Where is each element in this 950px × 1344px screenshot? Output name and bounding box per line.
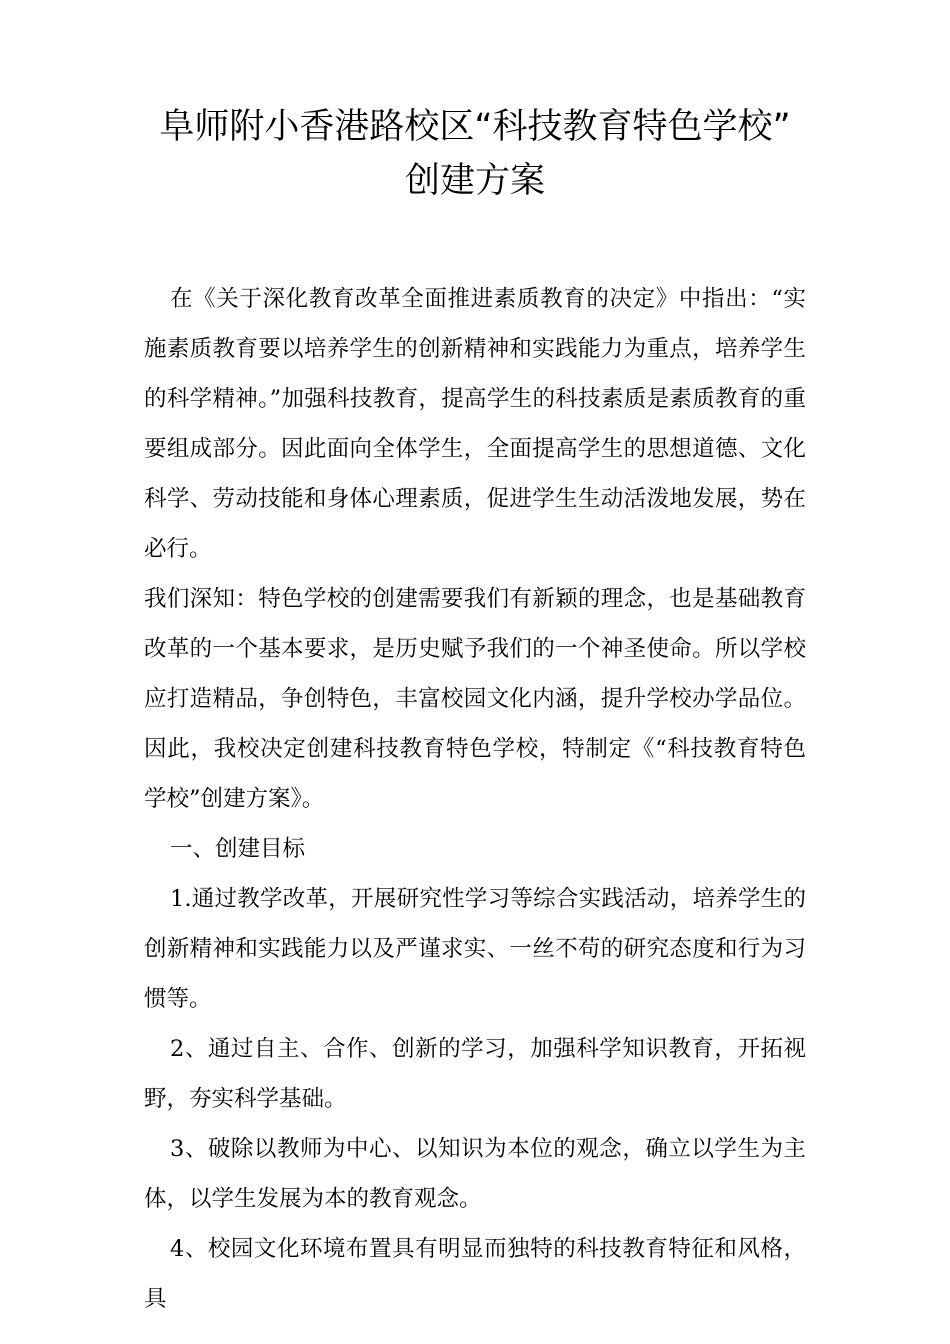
paragraph-statement: 我们深知：特色学校的创建需要我们有新颖的理念，也是基础教育改革的一个基本要求，是历史赋予我们的一个神圣使命。所以学校应打造精品，争创特色，丰富校园文化内涵，提升学校办学品位。因此，我校决定创建科技教育特色学校，特制定《“科技教育特色学校”创建方案》。 (144, 586, 806, 812)
goal-item-1: 1.通过教学改革，开展研究性学习等综合实践活动，培养学生的创新精神和实践能力以及严谨求实、一丝不苟的研究态度和行为习惯等。 (144, 886, 806, 1012)
goal-item-2: 2、通过自主、合作、创新的学习，加强科学知识教育，开拓视野，夯实科学基础。 (144, 1036, 806, 1112)
document-title (144, 0, 806, 208)
goal-item-4: 4、校园文化环境布置具有明显而独特的科技教育特征和风格，具 (144, 1236, 806, 1312)
paragraph-intro: 在《关于深化教育改革全面推进素质教育的决定》中指出：“实施素质教育要以培养学生的创新精神和实践能力为重点，培养学生的科学精神。”加强科技教育，提高学生的科技素质是素质教育的重要组成部分。因此面向全体学生，全面提高学生的思想道德、文化科学、劳动技能和身体心理素质，促进学生生动活泼地发展，势在必行。 (144, 286, 806, 562)
goal-item-3: 3、破除以教师为中心、以知识为本位的观念，确立以学生为主体，以学生发展为本的教育观念。 (144, 1136, 806, 1212)
title-line-2: 创建方案 (404, 161, 545, 201)
section-heading: 一、创建目标 (170, 836, 306, 862)
document-body (144, 274, 806, 1324)
title-line-1: 阜师附小香港路校区“科技教育特色学校” (159, 107, 791, 147)
